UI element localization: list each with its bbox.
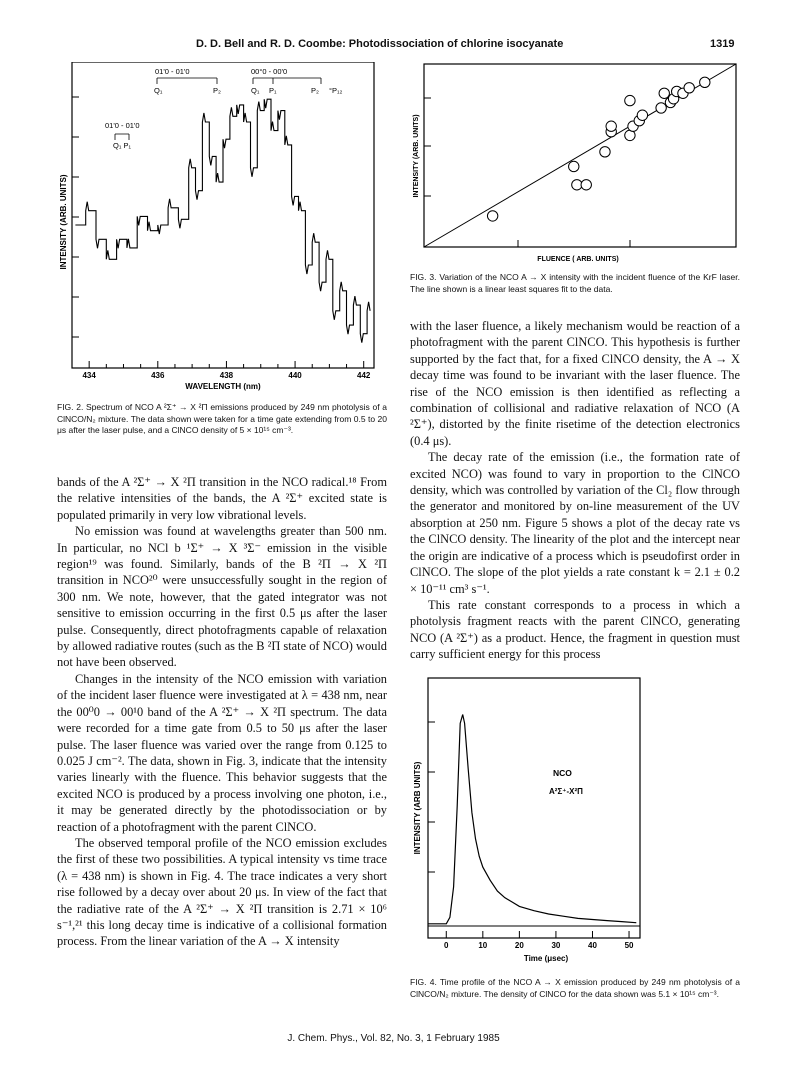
fig3-data-point — [606, 121, 616, 131]
fig3-data-point — [684, 83, 694, 93]
fig4-decay-trace — [428, 715, 636, 924]
left-column-text — [57, 474, 387, 950]
fig3-data-point — [656, 103, 666, 113]
fig2-line-label: °P₁₂ — [329, 86, 343, 95]
fig2-band-label: 01'0 - 01'0 — [105, 121, 140, 130]
figure-4 — [410, 672, 740, 972]
fig2-xtick-label: 442 — [357, 371, 371, 380]
fig4-xtick-label: 50 — [624, 941, 634, 950]
fig4-caption: FIG. 4. Time profile of the NCO A → X emission produced by 249 nm photolysis of a ClNCO/N₂ mixture. The density of ClNCO for the data shown was 5.1 × 10¹⁵ cm⁻³. — [410, 977, 740, 999]
fig4-y-ticks — [428, 722, 435, 872]
fig2-xlabel: WAVELENGTH (nm) — [185, 382, 261, 391]
fig3-points — [487, 77, 710, 221]
fig2-y-ticks — [72, 97, 79, 337]
fig4-legend-transition: A²Σ⁺-X²Π — [549, 787, 583, 796]
fig4-legend-species: NCO — [553, 768, 572, 778]
fig3-data-point — [572, 180, 582, 190]
fig4-xtick-label: 20 — [514, 941, 524, 950]
fig4-frame — [428, 678, 640, 938]
fig2-chart — [57, 62, 387, 392]
fig2-line-label: P₂ — [311, 86, 319, 95]
fig3-data-point — [581, 180, 591, 190]
paragraph: The observed temporal profile of the NCO emission excludes the first of these two possibilities. A typical intensity vs time trace (λ = 438 nm) is shown in Fig. 4. The trace indicates a very short rise followed by a decay over about 20 μs. In view of the fact that the radiative rate of the A ²Σ⁺ → X ²Π transition is 2.71 × 10⁶ s⁻¹,²¹ this long decay time is indicative of a collisional formation process. From the linear variation of the A → X intensity — [57, 835, 387, 949]
fig3-ylabel: INTENSITY (ARB. UNITS) — [413, 114, 420, 198]
fig4-xtick-label: 0 — [444, 941, 449, 950]
fig3-data-point — [569, 161, 579, 171]
fig2-xtick-label: 436 — [151, 371, 165, 380]
fig2-line-label: P₁ — [269, 86, 277, 95]
figure-2 — [57, 62, 387, 392]
fig3-data-point — [625, 95, 635, 105]
fig2-spectrum-trace — [75, 99, 370, 343]
fig2-frame — [72, 62, 374, 368]
fig2-line-label: P₂ — [213, 86, 221, 95]
paragraph: Changes in the intensity of the NCO emission with variation of the incident laser fluence were investigated at λ = 438 nm, near the 00⁰0 → 00¹0 band of the A ²Σ⁺ → X ²Π spectrum. The data were recorded for a time gate from 0.5 to 50 μs after the laser pulse. The laser fluence was varied over the range from 0.125 to 0.025 J cm⁻². The data, shown in Fig. 3, indicate that the intensity varies linearly with the fluence. This behavior suggests that the excited NCO is produced by a process involving one photon, i.e., it may be generated directly by the photodissociation or by reaction of a photofragment with the parent ClNCO. — [57, 671, 387, 834]
running-title: D. D. Bell and R. D. Coombe: Photodissociation of chlorine isocyanate — [196, 38, 564, 50]
paragraph: This rate constant corresponds to a process in which a photolysis fragment reacts with the parent ClNCO, generating NCO (A ²Σ⁺) as a product. Hence, the fragment in question must carry sufficient energy for this process — [410, 597, 740, 662]
right-column-text — [410, 318, 740, 663]
fig3-data-point — [700, 77, 710, 87]
paragraph: No emission was found at wavelengths greater than 500 nm. In particular, no NCl b ¹Σ⁺ → X ³Σ⁻ emission in the visible region¹⁹ was found. Similarly, bands of the B ²Π → X ²Π transition in NCO²⁰ were unsuccessfully sought in the region of 300 nm. We note, however, that the gated integrator was not sensitive to emission occurring in the first 0.5 μs after the laser pulse. Consequently, direct photofragments capable of relaxation by allowed radiative routes (such as the B ²Π state of NCO) would not have been observed. — [57, 524, 387, 670]
fig2-ylabel: INTENSITY (ARB. UNITS) — [59, 174, 68, 270]
fig4-ylabel: INTENSITY (ARB UNITS) — [413, 761, 422, 855]
fig2-xtick-label: 434 — [82, 371, 96, 380]
fig2-xtick-label: 438 — [219, 371, 234, 380]
fig3-ticks — [424, 98, 630, 247]
fig2-line-label: Q₁ P₁ — [113, 141, 131, 150]
paragraph: The decay rate of the emission (i.e., the formation rate of excited NCO) was found to vary in proportion to the ClNCO density, which was controlled by variation of the Cl₂ flow through the generator and monitored by on-line measurement of the UV absorption at 250 nm. Figure 5 shows a plot of the decay rate vs the ClNCO density. The linearity of the plot and the intercept near the origin are indicative of a process which is pseudofirst order in ClNCO. The slope of the plot yields a rate constant k = 2.1 ± 0.2 × 10⁻¹¹ cm³ s⁻¹. — [410, 450, 740, 596]
figure-3 — [410, 62, 740, 267]
paragraph: with the laser fluence, a likely mechanism would be reaction of a photofragment with the parent ClNCO. This hypothesis is further supported by the fact that, for a fixed ClNCO density, the A → X decay time was found to be invariant with the laser fluence. The rise of the NCO emission is then identified as reflecting a combination of collisional and radiative relaxation of NCO (A ²Σ⁺), distorted by the finite risetime of the detection electronics (0.4 μs). — [410, 319, 740, 448]
paragraph: bands of the A ²Σ⁺ → X ²Π transition in the NCO radical.¹⁸ From the relative intensities of the bands, the A ²Σ⁺ excited state is populated primarily in very low vibrational levels. — [57, 475, 387, 522]
fig4-xlabel: Time (μsec) — [523, 954, 569, 963]
fig4-chart — [410, 672, 740, 972]
fig3-data-point — [637, 110, 647, 120]
fig4-xtick-label: 30 — [551, 941, 561, 950]
fig3-chart — [410, 62, 740, 267]
fig2-band-label: 00°0 - 00'0 — [251, 67, 288, 76]
fig2-line-label: Q₁ — [251, 86, 260, 95]
fig4-x-ticks — [446, 931, 629, 938]
fig3-caption: FIG. 3. Variation of the NCO A → X intensity with the incident fluence of the KrF laser. The line shown is a linear least squares fit to the data. — [410, 272, 740, 294]
fig2-caption: FIG. 2. Spectrum of NCO A ²Σ⁺ → X ²Π emissions produced by 249 nm photolysis of a ClNCO/N₂ mixture. The data shown were taken for a time gate extending from 0.5 to 20 μs after the laser pulse, and a ClNCO density of 5 × 10¹⁵ cm⁻³. — [57, 402, 387, 435]
fig2-xtick-label: 440 — [288, 371, 302, 380]
fig4-xtick-label: 40 — [588, 941, 597, 950]
fig2-line-label: Q₁ — [154, 86, 163, 95]
fig3-data-point — [659, 88, 669, 98]
journal-footer: J. Chem. Phys., Vol. 82, No. 3, 1 February 1985 — [287, 1033, 500, 1044]
page-number: 1319 — [710, 38, 735, 50]
fig4-xtick-label: 10 — [478, 941, 488, 950]
fig3-xlabel: FLUENCE ( ARB. UNITS) — [537, 256, 619, 263]
fig3-data-point — [487, 211, 497, 221]
fig2-band-label: 01'0 - 01'0 — [155, 67, 190, 76]
fig3-data-point — [600, 147, 610, 157]
fig2-x-ticks — [89, 361, 364, 368]
